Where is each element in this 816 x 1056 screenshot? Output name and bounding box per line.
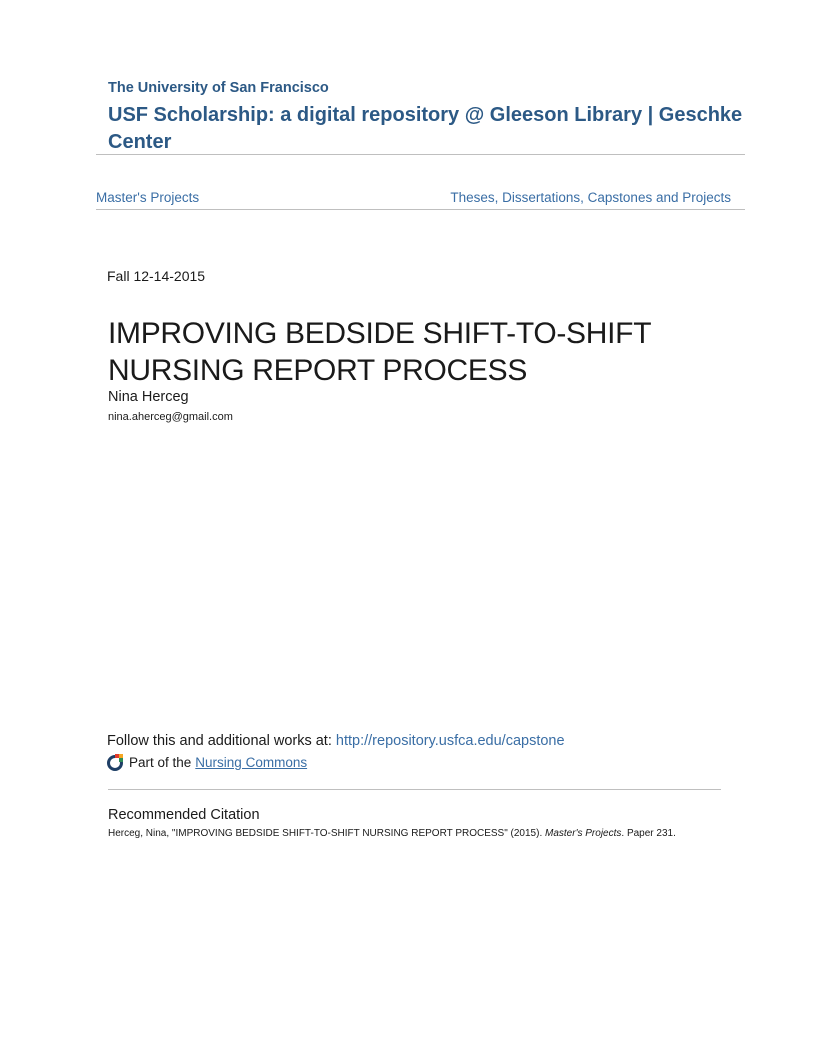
citation-suffix: . Paper 231.: [621, 828, 676, 839]
citation-prefix: Herceg, Nina, "IMPROVING BEDSIDE SHIFT-TO-SHIFT NURSING REPORT PROCESS" (2015).: [108, 828, 543, 839]
citation-text: [108, 828, 676, 839]
masters-projects-link[interactable]: Master's Projects: [96, 190, 200, 205]
publication-date: Fall 12-14-2015: [107, 268, 206, 284]
recommended-citation-heading: Recommended Citation: [108, 807, 260, 823]
repository-title: USF Scholarship: a digital repository @ Gleeson Library | Geschke Center: [108, 104, 743, 153]
part-of-label: Part of the: [129, 754, 192, 770]
repository-url-link[interactable]: http://repository.usfca.edu/capstone: [335, 733, 565, 749]
follow-line: [107, 733, 565, 749]
part-of-line: [107, 753, 307, 771]
document-title: IMPROVING BEDSIDE SHIFT-TO-SHIFT NURSING REPORT PROCESS: [108, 317, 651, 387]
theses-collection-link[interactable]: Theses, Dissertations, Capstones and Projects: [450, 190, 731, 205]
follow-label: Follow this and additional works at:: [107, 733, 332, 749]
citation-series: Master's Projects: [545, 828, 622, 839]
divider-bottom: [108, 789, 721, 790]
divider-middle: [96, 209, 745, 210]
divider-top: [96, 154, 745, 155]
author-email: nina.aherceg@gmail.com: [108, 411, 233, 423]
author-name: Nina Herceg: [108, 389, 189, 405]
commons-icon: [107, 753, 125, 771]
university-name: The University of San Francisco: [108, 80, 329, 96]
nursing-commons-link[interactable]: Nursing Commons: [195, 754, 308, 770]
